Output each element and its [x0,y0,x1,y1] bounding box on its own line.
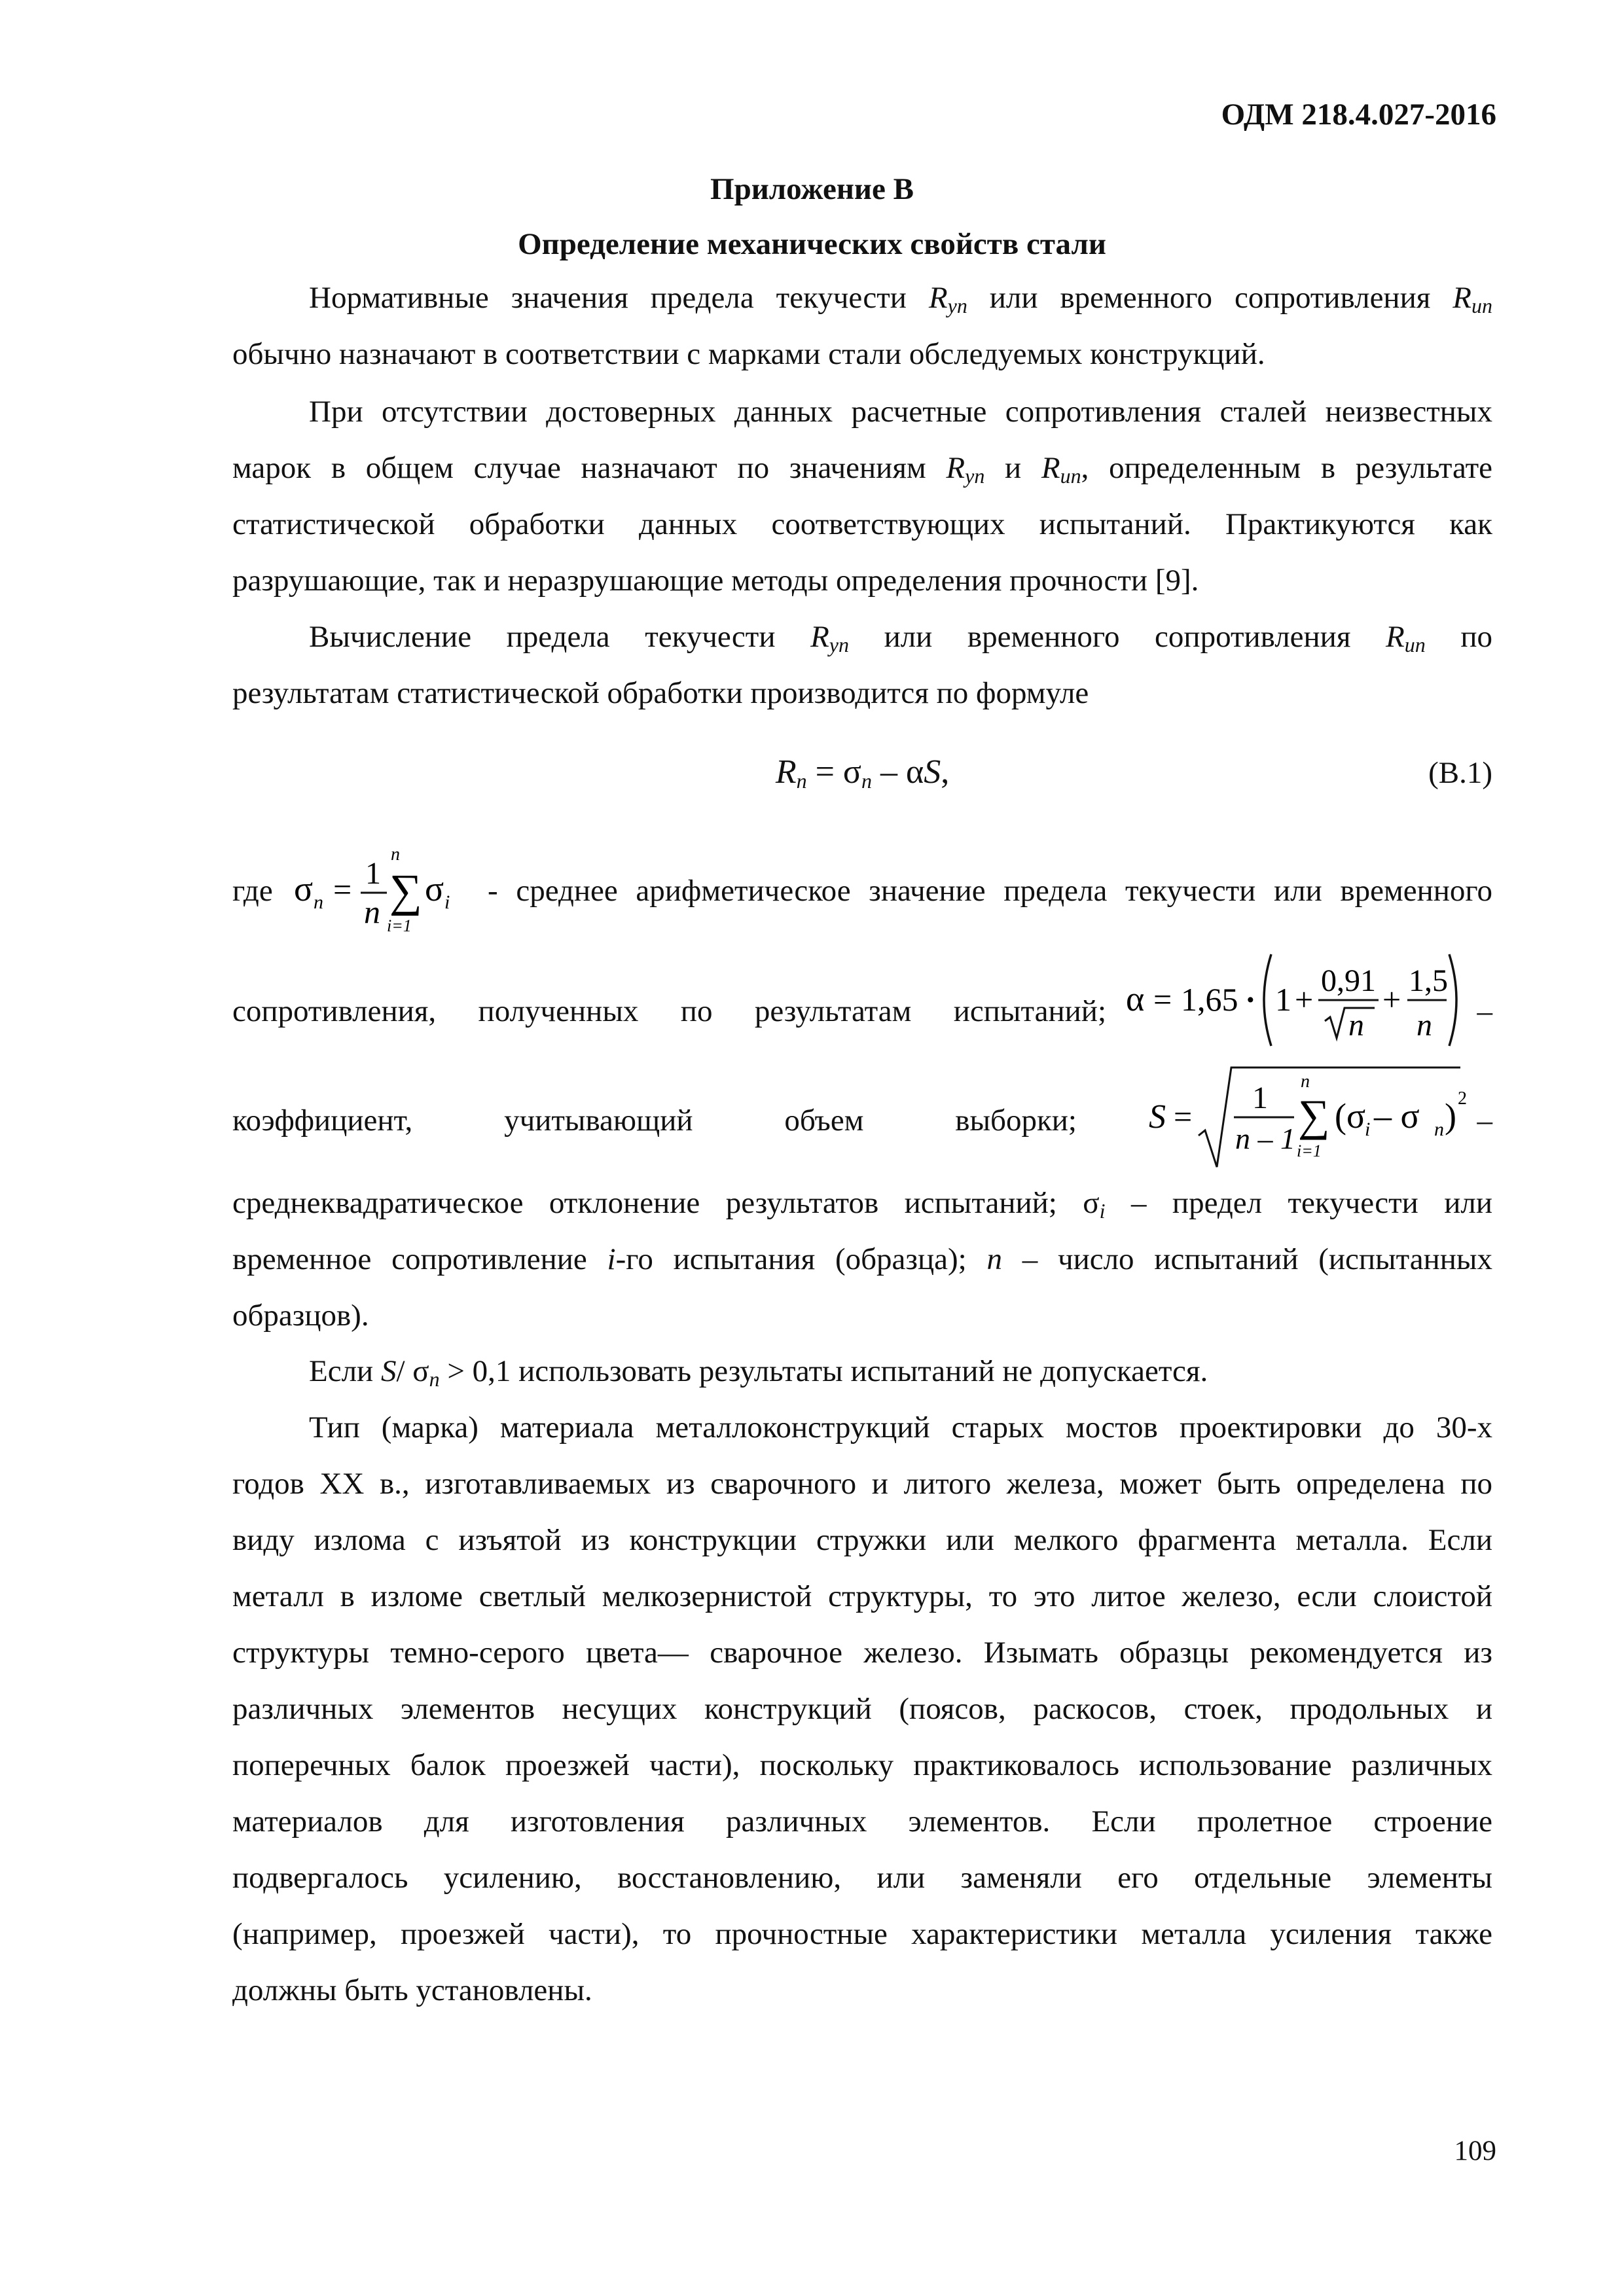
paragraph-2 [232,384,1492,609]
s-dash: – [1477,1103,1492,1138]
paragraph-line: Тип (марка) материала металлоконструкций старых мостов проектировки до 30-х [309,1410,1492,1444]
left-paren-icon [1264,954,1271,1046]
alpha-fraction1-denominator: n [1348,1008,1364,1043]
paragraph-3 [232,609,1492,721]
paragraph-line: обычно назначают в соответствии с марками стали обследуемых конструкций. [232,337,1265,371]
paragraph-line: поперечных балок проезжей части), поскольку практиковалось использование различных [232,1748,1492,1782]
formula-s [1149,1064,1473,1175]
paragraph-line: статистической обработки данных соответствующих испытаний. Практикуются как [232,507,1492,541]
right-paren-icon [1449,954,1456,1046]
paragraph-line: марок в общем случае назначают по значениям $R_{yn}$ и $R_{un}$, определенным в результате [232,451,1493,488]
paragraph-line: Нормативные значения предела текучести $R_{yn}$ или временного сопротивления $R_{un}$ [309,281,1493,317]
alpha-one: 1 [1275,981,1291,1018]
s-sum-lower: i=1 [1297,1141,1322,1160]
mean-sum-sign: ∑ [389,866,422,916]
alpha-symbol: α [1126,979,1145,1018]
paragraph-line: виду излома с изъятой из конструкции стружки или мелкого фрагмента металла. Если [232,1523,1492,1557]
s-term-close: ) [1445,1096,1456,1136]
alpha-definition-text: сопротивления, полученных по результатам испытаний; [232,994,1106,1028]
alpha-plus-2: + [1382,981,1401,1018]
paragraph-line: подвергалось усилению, восстановлению, или заменяли его отдельные элементы [232,1861,1492,1895]
page-number: 109 [1454,2136,1496,2166]
mean-equals: = [333,871,352,908]
paragraph-5 [232,1399,1492,2018]
alpha-fraction2-numerator: 1,5 [1409,963,1448,998]
explanation-continued [232,1175,1492,1344]
s-definition-line [232,1064,1492,1175]
paragraph-line: Вычисление предела текучести $R_{yn}$ или временного сопротивления $R_{un}$ по [309,620,1492,656]
formula-b1-expression: $R_n = \sigma_n - \alpha S$, [775,753,950,793]
paragraph-line: должны быть установлены. [232,1973,592,2007]
paragraph-line: образцов). [232,1299,369,1333]
s-equals: = [1174,1098,1193,1135]
s-power: 2 [1458,1088,1467,1109]
formula-mean [291,838,514,942]
s-sum-sign: ∑ [1298,1090,1330,1140]
s-denominator: n – 1 [1235,1122,1295,1155]
alpha-equals: = [1153,981,1172,1018]
s-sum-upper: n [1301,1071,1310,1092]
paragraph-line: При отсутствии достоверных данных расчетные сопротивления сталей неизвестных [309,395,1492,429]
s-term-n: n [1434,1119,1444,1140]
s-term-minus: – σ [1374,1096,1420,1136]
s-definition-text: коэффициент, учитывающий объем выборки; [232,1103,1077,1138]
mean-sigma-sub: n [314,891,323,913]
mean-definition-text: - среднее арифметическое значение предела текучести или временного [488,874,1492,908]
s-term-open: (σ [1335,1096,1366,1136]
formula-b1 [232,753,1492,805]
mean-sigma: σ [294,869,314,908]
paragraph-line: годов XX в., изготавливаемых из сварочного и литого железа, может быть определена по [232,1467,1492,1501]
mean-sum-lower: i=1 [387,916,412,935]
alpha-plus: + [1295,981,1314,1018]
alpha-dash: – [1477,994,1492,1028]
s-symbol: S [1149,1098,1166,1136]
paragraph-line: материалов для изготовления различных элементов. Если пролетное строение [232,1804,1492,1839]
paragraph-line: металл в изломе светлый мелкозернистой структуры, то это литое железо, если слоистой [232,1579,1492,1613]
where-label: где [232,874,273,908]
alpha-coefficient: 1,65 [1181,981,1238,1018]
alpha-fraction1-numerator: 0,91 [1321,963,1376,998]
s-term-i: i [1365,1119,1371,1140]
paragraph-line: результатам статистической обработки производится по формуле [232,676,1089,710]
s-numerator: 1 [1252,1081,1268,1115]
paragraph-line: временное сопротивление i-го испытания (образца); n – число испытаний (испытанных [232,1242,1492,1276]
paragraph-line: Если S/ $\sigma_n > 0,1$ использовать результаты испытаний не допускается. [309,1354,1208,1391]
paragraph-line: (например, проезжей части), то прочностные характеристики металла усиления также [232,1917,1492,1951]
mean-term: σ [425,869,444,908]
appendix-subtitle: Определение механических свойств стали [518,227,1106,261]
mean-numerator: 1 [365,856,381,891]
mean-sum-upper: n [391,844,400,865]
paragraph-4 [232,1343,1492,1399]
appendix-title: Приложение В [710,172,914,206]
document-id: ОДМ 218.4.027-2016 [1221,98,1496,132]
mean-definition-line [232,838,1492,942]
alpha-dot: · [1245,981,1256,1018]
alpha-fraction2-denominator: n [1416,1008,1432,1043]
alpha-definition-line [232,942,1492,1054]
paragraph-1 [232,270,1492,382]
formula-b1-number: (В.1) [1428,756,1492,790]
paragraph-line: различных элементов несущих конструкций (поясов, раскосов, стоек, продольных и [232,1692,1492,1726]
paragraph-line: структуры темно-серого цвета— сварочное железо. Изымать образцы рекомендуется из [232,1636,1492,1670]
formula-alpha [1126,942,1460,1054]
paragraph-line: среднеквадратическое отклонение результатов испытаний; $\sigma_i$ – предел текучести или [232,1186,1493,1223]
mean-term-sub: i [444,891,450,913]
paragraph-line: разрушающие, так и неразрушающие методы определения прочности [9]. [232,564,1199,598]
mean-denominator: n [364,893,380,930]
